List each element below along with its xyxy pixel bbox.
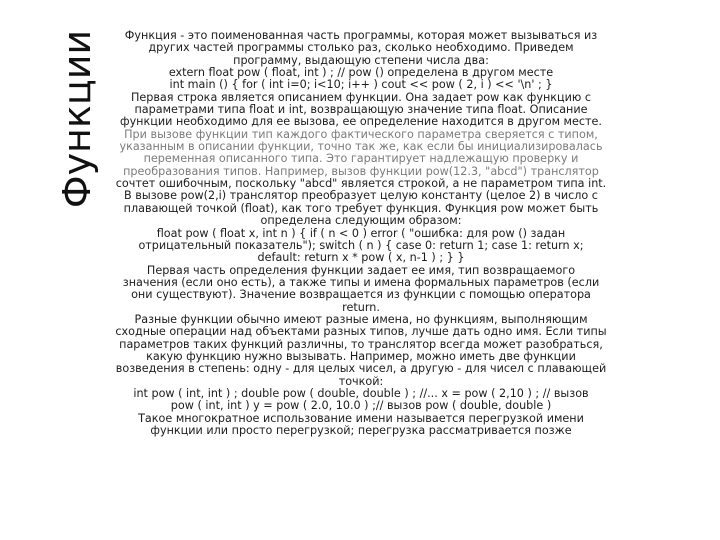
body-line: функции необходимо для ее вызова, ее определение находится в другом месте. [120, 115, 602, 129]
body-line: указанным в описании функции, точно так же, как если бы инициализировалась [119, 140, 603, 154]
body-line: точкой: [338, 374, 384, 388]
body-line: pow ( int, int ) y = pow ( 2.0, 10.0 ) ;// вызов pow ( double, double ) [170, 399, 552, 413]
body-line: int pow ( int, int ) ; double pow ( double, double ) ; //... x = pow ( 2,10 ) ; // вызов [133, 386, 589, 400]
body-line: сочтет ошибочным, поскольку "abcd" является строкой, а не параметром типа int. [115, 177, 607, 191]
body-text [112, 30, 610, 534]
slide-title-vertical [46, 24, 108, 214]
body-line: default: return x * pow ( x, n-1 ) ; } } [257, 251, 465, 265]
body-line: сходные операции над объектами разных типов, лучше дать одно имя. Если типы [115, 325, 607, 339]
body-line: они существуют). Значение возвращается из функции с помощью оператора [131, 288, 591, 302]
body-line: какую функцию нужно вызывать. Например, можно иметь две функции [146, 349, 576, 363]
body-line: программу, выдающую степени числа два: [233, 53, 489, 67]
body-line: float pow ( float x, int n ) { if ( n < 0 ) error ( "ошибка: для pow () задан [156, 226, 566, 240]
body-line: определена следующим образом: [260, 214, 462, 228]
body-line: функции или просто перегрузкой; перегрузка рассматривается позже [150, 424, 572, 437]
body-line: Разные функции обычно имеют разные имена, но функциям, выполняющим [134, 312, 588, 326]
body-line: Такое многократное использование имени называется перегрузкой имени [138, 411, 584, 425]
body-line: int main () { for ( int i=0; i<10; i++ ) cout << pow ( 2, i ) << '\n' ; } [169, 78, 553, 92]
body-line: параметров таких функций различны, то транслятор всегда может разобраться, [119, 337, 603, 351]
body-line: extern float pow ( float, int ) ; // pow () определена в другом месте [168, 66, 554, 80]
body-line: переменная описанного типа. Это гарантирует надлежащую проверку и [143, 152, 579, 166]
body-line: return. [342, 300, 380, 314]
body-line: других частей программы столько раз, сколько необходимо. Приведем [148, 41, 574, 55]
body-line: плавающей точкой (float), как того требует функция. Функция pow может быть [123, 201, 599, 215]
body-line: Первая строка является описанием функции. Она задает pow как функцию с [130, 90, 592, 104]
body-line: возведения в степень: одну - для целых чисел, а другую - для чисел с плавающей [115, 362, 607, 376]
body-line: параметрами типа float и int, возвращающую значение типа float. Описание [134, 103, 588, 117]
body-line: преобразования типов. Например, вызов функции pow(12.3, "abcd") транслятор [123, 164, 599, 178]
body-line: Функция - это поименованная часть программы, которая может вызываться из [124, 30, 598, 42]
body-line: значения (если оно есть), а также типы и имена формальных параметров (если [122, 275, 600, 289]
body-line: При вызове функции тип каждого фактического параметра сверяется с типом, [124, 127, 598, 141]
body-line: В вызове pow(2,i) транслятор преобразует целую константу (целое 2) в число с [124, 189, 598, 203]
body-line: отрицательный показатель"); switch ( n ) { case 0: return 1; case 1: return x; [138, 238, 584, 252]
slide-title: Функции [55, 29, 99, 209]
body-line: Первая часть определения функции задает ее имя, тип возвращаемого [146, 263, 576, 277]
